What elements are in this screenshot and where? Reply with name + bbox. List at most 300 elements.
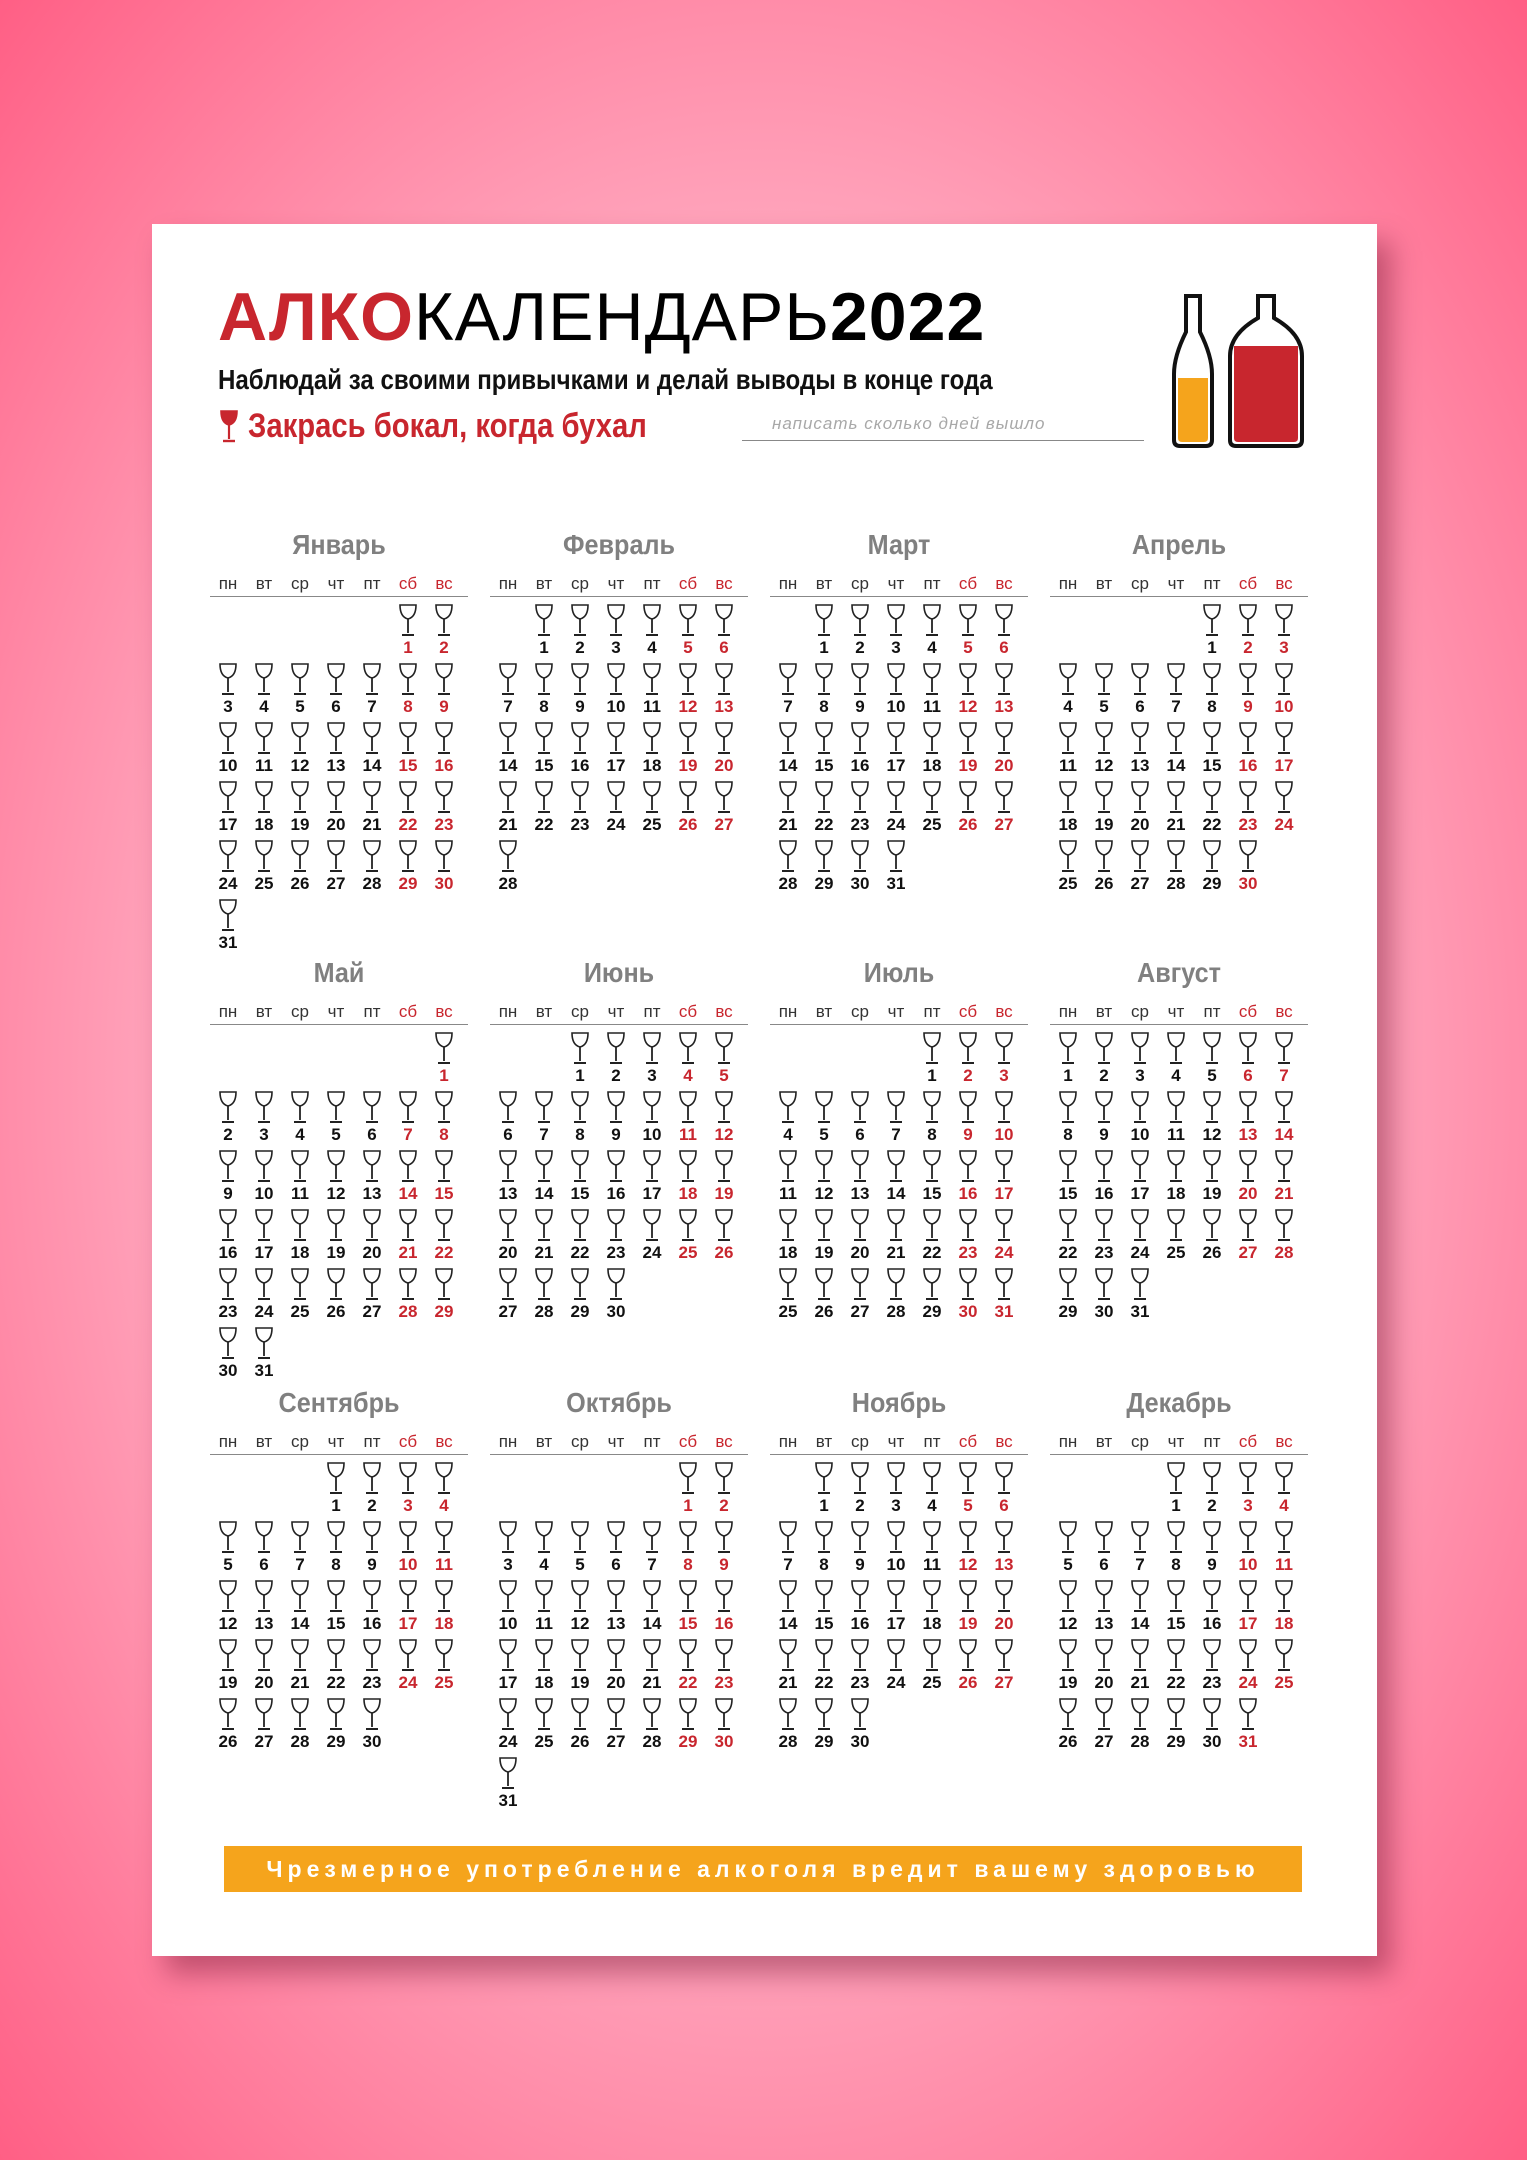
wine-glass-icon[interactable] bbox=[957, 1091, 979, 1125]
day-cell[interactable] bbox=[1158, 1091, 1194, 1147]
day-cell[interactable] bbox=[1122, 663, 1158, 719]
wine-glass-icon[interactable] bbox=[605, 663, 627, 697]
wine-glass-icon[interactable] bbox=[569, 1521, 591, 1555]
day-cell[interactable] bbox=[1230, 1580, 1266, 1636]
day-cell[interactable] bbox=[246, 1091, 282, 1147]
wine-glass-icon[interactable] bbox=[777, 1150, 799, 1184]
day-cell[interactable] bbox=[354, 1462, 390, 1518]
wine-glass-icon[interactable] bbox=[533, 1091, 555, 1125]
day-cell[interactable] bbox=[1194, 722, 1230, 778]
wine-glass-icon[interactable] bbox=[361, 663, 383, 697]
wine-glass-icon[interactable] bbox=[885, 1580, 907, 1614]
wine-glass-icon[interactable] bbox=[677, 1698, 699, 1732]
wine-glass-icon[interactable] bbox=[325, 663, 347, 697]
wine-glass-icon[interactable] bbox=[361, 1462, 383, 1496]
wine-glass-icon[interactable] bbox=[1093, 1032, 1115, 1066]
wine-glass-icon[interactable] bbox=[1273, 1209, 1295, 1243]
day-cell[interactable] bbox=[806, 1091, 842, 1147]
wine-glass-icon[interactable] bbox=[289, 1521, 311, 1555]
wine-glass-icon[interactable] bbox=[433, 663, 455, 697]
day-cell[interactable] bbox=[1266, 1150, 1302, 1206]
wine-glass-icon[interactable] bbox=[361, 781, 383, 815]
day-cell[interactable] bbox=[986, 1462, 1022, 1518]
wine-glass-icon[interactable] bbox=[397, 1091, 419, 1125]
day-cell[interactable] bbox=[1230, 1209, 1266, 1265]
wine-glass-icon[interactable] bbox=[1057, 1521, 1079, 1555]
wine-glass-icon[interactable] bbox=[569, 604, 591, 638]
wine-glass-icon[interactable] bbox=[397, 1521, 419, 1555]
wine-glass-icon[interactable] bbox=[569, 1150, 591, 1184]
wine-glass-icon[interactable] bbox=[253, 663, 275, 697]
day-cell[interactable] bbox=[986, 1521, 1022, 1577]
wine-glass-icon[interactable] bbox=[253, 1209, 275, 1243]
day-cell[interactable] bbox=[950, 663, 986, 719]
wine-glass-icon[interactable] bbox=[1237, 1209, 1259, 1243]
day-cell[interactable] bbox=[950, 1639, 986, 1695]
day-cell[interactable] bbox=[770, 1580, 806, 1636]
wine-glass-icon[interactable] bbox=[397, 1462, 419, 1496]
wine-glass-icon[interactable] bbox=[533, 1580, 555, 1614]
wine-glass-icon[interactable] bbox=[957, 1521, 979, 1555]
day-cell[interactable] bbox=[210, 781, 246, 837]
day-cell[interactable] bbox=[1086, 663, 1122, 719]
day-cell[interactable] bbox=[318, 1091, 354, 1147]
wine-glass-icon[interactable] bbox=[849, 722, 871, 756]
day-cell[interactable] bbox=[842, 604, 878, 660]
wine-glass-icon[interactable] bbox=[325, 840, 347, 874]
day-cell[interactable] bbox=[598, 604, 634, 660]
wine-glass-icon[interactable] bbox=[993, 1032, 1015, 1066]
day-cell[interactable] bbox=[670, 1091, 706, 1147]
day-cell[interactable] bbox=[318, 1209, 354, 1265]
day-cell[interactable] bbox=[914, 1639, 950, 1695]
wine-glass-icon[interactable] bbox=[993, 1268, 1015, 1302]
day-cell[interactable] bbox=[598, 722, 634, 778]
day-cell[interactable] bbox=[426, 1580, 462, 1636]
day-cell[interactable] bbox=[878, 1209, 914, 1265]
day-cell[interactable] bbox=[282, 840, 318, 896]
wine-glass-icon[interactable] bbox=[1273, 1521, 1295, 1555]
wine-glass-icon[interactable] bbox=[813, 1639, 835, 1673]
wine-glass-icon[interactable] bbox=[1057, 722, 1079, 756]
wine-glass-icon[interactable] bbox=[361, 840, 383, 874]
wine-glass-icon[interactable] bbox=[849, 1268, 871, 1302]
day-cell[interactable] bbox=[354, 1639, 390, 1695]
day-cell[interactable] bbox=[318, 1698, 354, 1754]
day-cell[interactable] bbox=[986, 663, 1022, 719]
wine-glass-icon[interactable] bbox=[253, 1521, 275, 1555]
wine-glass-icon[interactable] bbox=[325, 781, 347, 815]
wine-glass-icon[interactable] bbox=[569, 1698, 591, 1732]
wine-glass-icon[interactable] bbox=[1093, 1521, 1115, 1555]
day-cell[interactable] bbox=[526, 1639, 562, 1695]
day-cell[interactable] bbox=[354, 663, 390, 719]
wine-glass-icon[interactable] bbox=[1165, 781, 1187, 815]
wine-glass-icon[interactable] bbox=[957, 1150, 979, 1184]
wine-glass-icon[interactable] bbox=[885, 781, 907, 815]
day-cell[interactable] bbox=[1158, 1209, 1194, 1265]
day-cell[interactable] bbox=[914, 1150, 950, 1206]
day-cell[interactable] bbox=[354, 1091, 390, 1147]
day-cell[interactable] bbox=[562, 604, 598, 660]
day-cell[interactable] bbox=[210, 1327, 246, 1383]
day-cell[interactable] bbox=[706, 722, 742, 778]
day-cell[interactable] bbox=[1194, 663, 1230, 719]
day-cell[interactable] bbox=[842, 1639, 878, 1695]
day-cell[interactable] bbox=[490, 1639, 526, 1695]
wine-glass-icon[interactable] bbox=[1237, 781, 1259, 815]
day-cell[interactable] bbox=[1086, 722, 1122, 778]
day-cell[interactable] bbox=[246, 781, 282, 837]
wine-glass-icon[interactable] bbox=[777, 1639, 799, 1673]
wine-glass-icon[interactable] bbox=[777, 1268, 799, 1302]
wine-glass-icon[interactable] bbox=[1201, 840, 1223, 874]
day-cell[interactable] bbox=[1266, 781, 1302, 837]
wine-glass-icon[interactable] bbox=[677, 1521, 699, 1555]
wine-glass-icon[interactable] bbox=[217, 840, 239, 874]
wine-glass-icon[interactable] bbox=[1093, 722, 1115, 756]
day-cell[interactable] bbox=[282, 722, 318, 778]
day-cell[interactable] bbox=[806, 663, 842, 719]
wine-glass-icon[interactable] bbox=[1093, 840, 1115, 874]
wine-glass-icon[interactable] bbox=[713, 1698, 735, 1732]
wine-glass-icon[interactable] bbox=[569, 781, 591, 815]
wine-glass-icon[interactable] bbox=[217, 1091, 239, 1125]
day-cell[interactable] bbox=[670, 1580, 706, 1636]
wine-glass-icon[interactable] bbox=[777, 663, 799, 697]
wine-glass-icon[interactable] bbox=[713, 1639, 735, 1673]
day-cell[interactable] bbox=[950, 722, 986, 778]
day-cell[interactable] bbox=[318, 1462, 354, 1518]
day-cell[interactable] bbox=[770, 1698, 806, 1754]
day-cell[interactable] bbox=[210, 1639, 246, 1695]
wine-glass-icon[interactable] bbox=[397, 1150, 419, 1184]
day-cell[interactable] bbox=[354, 1209, 390, 1265]
wine-glass-icon[interactable] bbox=[921, 1268, 943, 1302]
day-cell[interactable] bbox=[914, 604, 950, 660]
day-cell[interactable] bbox=[246, 663, 282, 719]
day-cell[interactable] bbox=[1050, 1032, 1086, 1088]
day-cell[interactable] bbox=[1230, 1639, 1266, 1695]
wine-glass-icon[interactable] bbox=[289, 1209, 311, 1243]
day-cell[interactable] bbox=[706, 604, 742, 660]
day-cell[interactable] bbox=[246, 1209, 282, 1265]
day-cell[interactable] bbox=[1086, 1268, 1122, 1324]
day-cell[interactable] bbox=[986, 1150, 1022, 1206]
wine-glass-icon[interactable] bbox=[497, 1268, 519, 1302]
day-cell[interactable] bbox=[806, 1639, 842, 1695]
wine-glass-icon[interactable] bbox=[1201, 604, 1223, 638]
wine-glass-icon[interactable] bbox=[1165, 663, 1187, 697]
wine-glass-icon[interactable] bbox=[1129, 1521, 1151, 1555]
wine-glass-icon[interactable] bbox=[1129, 722, 1151, 756]
day-cell[interactable] bbox=[526, 722, 562, 778]
day-cell[interactable] bbox=[1122, 1209, 1158, 1265]
day-cell[interactable] bbox=[1050, 1209, 1086, 1265]
wine-glass-icon[interactable] bbox=[849, 1462, 871, 1496]
wine-glass-icon[interactable] bbox=[497, 1150, 519, 1184]
day-cell[interactable] bbox=[282, 1639, 318, 1695]
wine-glass-icon[interactable] bbox=[1237, 1521, 1259, 1555]
wine-glass-icon[interactable] bbox=[533, 1150, 555, 1184]
day-cell[interactable] bbox=[1086, 1580, 1122, 1636]
wine-glass-icon[interactable] bbox=[605, 1091, 627, 1125]
wine-glass-icon[interactable] bbox=[217, 1209, 239, 1243]
wine-glass-icon[interactable] bbox=[677, 604, 699, 638]
wine-glass-icon[interactable] bbox=[289, 1091, 311, 1125]
wine-glass-icon[interactable] bbox=[361, 1091, 383, 1125]
wine-glass-icon[interactable] bbox=[885, 1150, 907, 1184]
wine-glass-icon[interactable] bbox=[497, 840, 519, 874]
day-cell[interactable] bbox=[1230, 1150, 1266, 1206]
wine-glass-icon[interactable] bbox=[677, 1032, 699, 1066]
day-cell[interactable] bbox=[354, 722, 390, 778]
wine-glass-icon[interactable] bbox=[713, 1032, 735, 1066]
day-cell[interactable] bbox=[950, 781, 986, 837]
day-cell[interactable] bbox=[842, 1209, 878, 1265]
wine-glass-icon[interactable] bbox=[397, 1209, 419, 1243]
day-cell[interactable] bbox=[806, 840, 842, 896]
wine-glass-icon[interactable] bbox=[361, 1209, 383, 1243]
day-cell[interactable] bbox=[390, 1091, 426, 1147]
wine-glass-icon[interactable] bbox=[957, 722, 979, 756]
wine-glass-icon[interactable] bbox=[361, 722, 383, 756]
day-cell[interactable] bbox=[246, 1580, 282, 1636]
day-cell[interactable] bbox=[670, 722, 706, 778]
day-cell[interactable] bbox=[562, 1639, 598, 1695]
day-cell[interactable] bbox=[986, 1032, 1022, 1088]
wine-glass-icon[interactable] bbox=[677, 1091, 699, 1125]
wine-glass-icon[interactable] bbox=[569, 1209, 591, 1243]
wine-glass-icon[interactable] bbox=[1165, 1521, 1187, 1555]
day-cell[interactable] bbox=[842, 1698, 878, 1754]
wine-glass-icon[interactable] bbox=[849, 1209, 871, 1243]
wine-glass-icon[interactable] bbox=[289, 663, 311, 697]
wine-glass-icon[interactable] bbox=[433, 604, 455, 638]
day-cell[interactable] bbox=[318, 781, 354, 837]
wine-glass-icon[interactable] bbox=[497, 1698, 519, 1732]
day-cell[interactable] bbox=[878, 722, 914, 778]
day-cell[interactable] bbox=[670, 1462, 706, 1518]
wine-glass-icon[interactable] bbox=[813, 1209, 835, 1243]
day-cell[interactable] bbox=[1050, 1091, 1086, 1147]
wine-glass-icon[interactable] bbox=[885, 1268, 907, 1302]
wine-glass-icon[interactable] bbox=[397, 722, 419, 756]
wine-glass-icon[interactable] bbox=[713, 663, 735, 697]
day-cell[interactable] bbox=[670, 781, 706, 837]
day-cell[interactable] bbox=[1266, 1462, 1302, 1518]
wine-glass-icon[interactable] bbox=[641, 781, 663, 815]
day-cell[interactable] bbox=[1266, 1091, 1302, 1147]
day-cell[interactable] bbox=[950, 1580, 986, 1636]
day-cell[interactable] bbox=[282, 1268, 318, 1324]
day-cell[interactable] bbox=[806, 1698, 842, 1754]
wine-glass-icon[interactable] bbox=[569, 1268, 591, 1302]
day-cell[interactable] bbox=[1194, 781, 1230, 837]
wine-glass-icon[interactable] bbox=[1201, 1091, 1223, 1125]
day-cell[interactable] bbox=[246, 1150, 282, 1206]
day-cell[interactable] bbox=[562, 1268, 598, 1324]
day-cell[interactable] bbox=[1194, 1032, 1230, 1088]
day-cell[interactable] bbox=[1086, 1091, 1122, 1147]
day-cell[interactable] bbox=[282, 1091, 318, 1147]
day-cell[interactable] bbox=[706, 1032, 742, 1088]
day-cell[interactable] bbox=[318, 1268, 354, 1324]
day-cell[interactable] bbox=[634, 1150, 670, 1206]
day-cell[interactable] bbox=[950, 604, 986, 660]
day-cell[interactable] bbox=[1194, 1639, 1230, 1695]
wine-glass-icon[interactable] bbox=[713, 1462, 735, 1496]
day-cell[interactable] bbox=[598, 1698, 634, 1754]
day-cell[interactable] bbox=[390, 1639, 426, 1695]
day-cell[interactable] bbox=[598, 1268, 634, 1324]
day-cell[interactable] bbox=[1050, 663, 1086, 719]
day-cell[interactable] bbox=[390, 781, 426, 837]
wine-glass-icon[interactable] bbox=[957, 781, 979, 815]
wine-glass-icon[interactable] bbox=[433, 1268, 455, 1302]
wine-glass-icon[interactable] bbox=[361, 1698, 383, 1732]
wine-glass-icon[interactable] bbox=[957, 1580, 979, 1614]
day-cell[interactable] bbox=[526, 1521, 562, 1577]
day-cell[interactable] bbox=[354, 1521, 390, 1577]
day-cell[interactable] bbox=[634, 1521, 670, 1577]
wine-glass-icon[interactable] bbox=[433, 1209, 455, 1243]
day-cell[interactable] bbox=[210, 663, 246, 719]
day-cell[interactable] bbox=[914, 1268, 950, 1324]
day-cell[interactable] bbox=[986, 781, 1022, 837]
day-cell[interactable] bbox=[598, 1091, 634, 1147]
wine-glass-icon[interactable] bbox=[1129, 1150, 1151, 1184]
wine-glass-icon[interactable] bbox=[713, 722, 735, 756]
day-cell[interactable] bbox=[950, 1032, 986, 1088]
wine-glass-icon[interactable] bbox=[921, 1091, 943, 1125]
day-cell[interactable] bbox=[246, 840, 282, 896]
wine-glass-icon[interactable] bbox=[217, 781, 239, 815]
wine-glass-icon[interactable] bbox=[885, 1521, 907, 1555]
day-cell[interactable] bbox=[426, 1462, 462, 1518]
day-cell[interactable] bbox=[210, 1268, 246, 1324]
day-cell[interactable] bbox=[1086, 840, 1122, 896]
wine-glass-icon[interactable] bbox=[361, 1150, 383, 1184]
wine-glass-icon[interactable] bbox=[885, 1639, 907, 1673]
wine-glass-icon[interactable] bbox=[677, 1209, 699, 1243]
day-cell[interactable] bbox=[1194, 1521, 1230, 1577]
day-cell[interactable] bbox=[950, 1091, 986, 1147]
day-cell[interactable] bbox=[562, 1580, 598, 1636]
day-cell[interactable] bbox=[806, 781, 842, 837]
wine-glass-icon[interactable] bbox=[1129, 1268, 1151, 1302]
wine-glass-icon[interactable] bbox=[569, 1032, 591, 1066]
wine-glass-icon[interactable] bbox=[641, 1580, 663, 1614]
day-cell[interactable] bbox=[1122, 1268, 1158, 1324]
day-cell[interactable] bbox=[1266, 1639, 1302, 1695]
day-cell[interactable] bbox=[634, 1209, 670, 1265]
day-cell[interactable] bbox=[210, 840, 246, 896]
wine-glass-icon[interactable] bbox=[813, 840, 835, 874]
wine-glass-icon[interactable] bbox=[1165, 1032, 1187, 1066]
wine-glass-icon[interactable] bbox=[993, 663, 1015, 697]
day-cell[interactable] bbox=[390, 663, 426, 719]
day-cell[interactable] bbox=[490, 1580, 526, 1636]
day-cell[interactable] bbox=[246, 1698, 282, 1754]
wine-glass-icon[interactable] bbox=[433, 722, 455, 756]
wine-glass-icon[interactable] bbox=[677, 781, 699, 815]
day-cell[interactable] bbox=[950, 1209, 986, 1265]
day-cell[interactable] bbox=[706, 1462, 742, 1518]
day-cell[interactable] bbox=[318, 1521, 354, 1577]
day-cell[interactable] bbox=[1086, 1209, 1122, 1265]
wine-glass-icon[interactable] bbox=[1165, 1462, 1187, 1496]
day-cell[interactable] bbox=[562, 1209, 598, 1265]
wine-glass-icon[interactable] bbox=[1201, 1698, 1223, 1732]
day-cell[interactable] bbox=[354, 1150, 390, 1206]
day-cell[interactable] bbox=[318, 840, 354, 896]
day-cell[interactable] bbox=[1122, 1521, 1158, 1577]
day-cell[interactable] bbox=[634, 1032, 670, 1088]
day-cell[interactable] bbox=[950, 1150, 986, 1206]
day-cell[interactable] bbox=[842, 1268, 878, 1324]
wine-glass-icon[interactable] bbox=[325, 722, 347, 756]
day-cell[interactable] bbox=[354, 781, 390, 837]
wine-glass-icon[interactable] bbox=[921, 781, 943, 815]
day-cell[interactable] bbox=[1158, 1462, 1194, 1518]
day-cell[interactable] bbox=[770, 840, 806, 896]
wine-glass-icon[interactable] bbox=[641, 1209, 663, 1243]
wine-glass-icon[interactable] bbox=[253, 840, 275, 874]
day-cell[interactable] bbox=[354, 1698, 390, 1754]
day-cell[interactable] bbox=[842, 1580, 878, 1636]
wine-glass-icon[interactable] bbox=[777, 1091, 799, 1125]
day-cell[interactable] bbox=[390, 1209, 426, 1265]
wine-glass-icon[interactable] bbox=[217, 1150, 239, 1184]
day-cell[interactable] bbox=[914, 722, 950, 778]
wine-glass-icon[interactable] bbox=[1201, 1209, 1223, 1243]
wine-glass-icon[interactable] bbox=[1129, 1091, 1151, 1125]
day-cell[interactable] bbox=[842, 840, 878, 896]
wine-glass-icon[interactable] bbox=[533, 1521, 555, 1555]
wine-glass-icon[interactable] bbox=[397, 1268, 419, 1302]
day-cell[interactable] bbox=[770, 1209, 806, 1265]
day-cell[interactable] bbox=[354, 1580, 390, 1636]
wine-glass-icon[interactable] bbox=[813, 1698, 835, 1732]
wine-glass-icon[interactable] bbox=[325, 1521, 347, 1555]
day-cell[interactable] bbox=[1050, 781, 1086, 837]
wine-glass-icon[interactable] bbox=[1273, 604, 1295, 638]
day-cell[interactable] bbox=[246, 1639, 282, 1695]
day-cell[interactable] bbox=[878, 781, 914, 837]
wine-glass-icon[interactable] bbox=[677, 1462, 699, 1496]
day-cell[interactable] bbox=[282, 663, 318, 719]
wine-glass-icon[interactable] bbox=[1057, 1209, 1079, 1243]
wine-glass-icon[interactable] bbox=[849, 1150, 871, 1184]
day-cell[interactable] bbox=[842, 1091, 878, 1147]
wine-glass-icon[interactable] bbox=[1165, 1150, 1187, 1184]
wine-glass-icon[interactable] bbox=[325, 1580, 347, 1614]
day-cell[interactable] bbox=[806, 1150, 842, 1206]
wine-glass-icon[interactable] bbox=[433, 1462, 455, 1496]
day-cell[interactable] bbox=[318, 722, 354, 778]
wine-glass-icon[interactable] bbox=[605, 604, 627, 638]
wine-glass-icon[interactable] bbox=[1129, 1639, 1151, 1673]
day-cell[interactable] bbox=[598, 1521, 634, 1577]
day-cell[interactable] bbox=[1122, 1032, 1158, 1088]
wine-glass-icon[interactable] bbox=[1129, 1580, 1151, 1614]
wine-glass-icon[interactable] bbox=[217, 1521, 239, 1555]
wine-glass-icon[interactable] bbox=[813, 604, 835, 638]
wine-glass-icon[interactable] bbox=[1237, 1150, 1259, 1184]
day-cell[interactable] bbox=[1050, 1698, 1086, 1754]
day-cell[interactable] bbox=[490, 1698, 526, 1754]
